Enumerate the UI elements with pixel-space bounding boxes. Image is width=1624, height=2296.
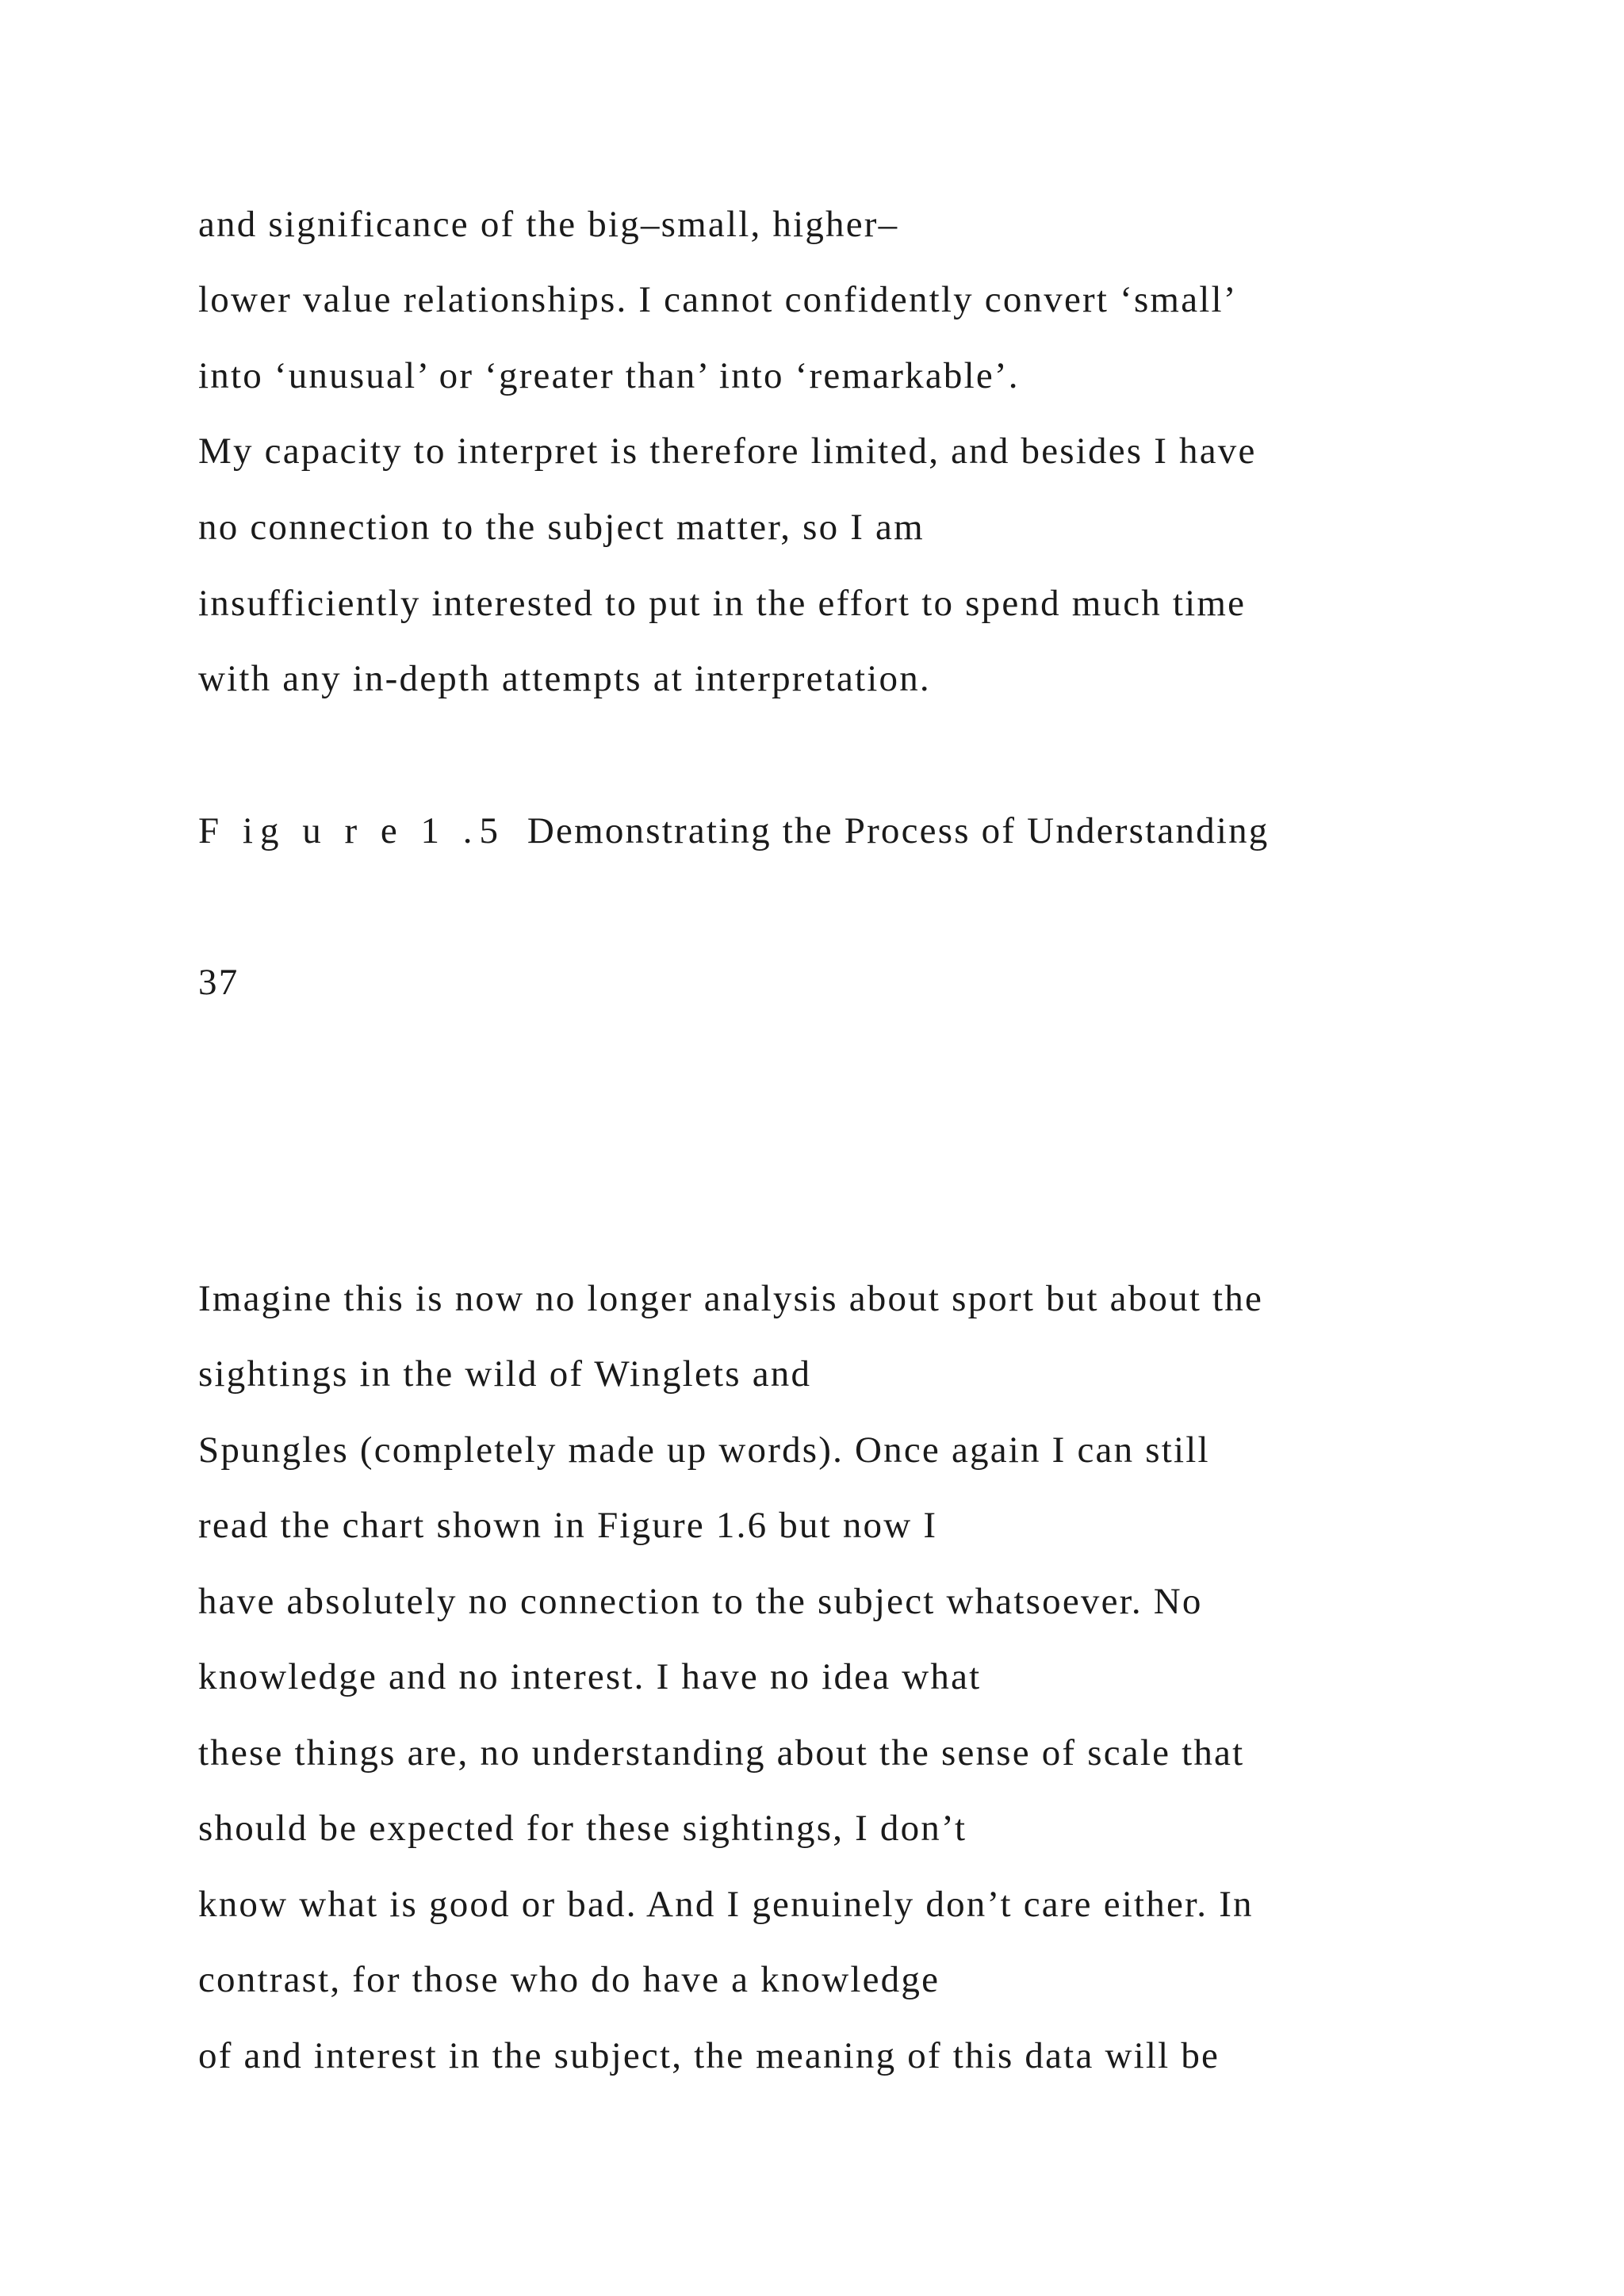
body-text-line: sightings in the wild of Winglets and: [198, 1353, 812, 1395]
body-text-line: knowledge and no interest. I have no idea what: [198, 1656, 982, 1697]
body-text-line: should be expected for these sightings, I don’t: [198, 1808, 967, 1849]
body-text-line: know what is good or bad. And I genuinely don’t care either. In: [198, 1884, 1254, 1925]
page-number: 37: [198, 962, 239, 1003]
body-text-line: read the chart shown in Figure 1.6 but now I: [198, 1505, 938, 1546]
figure-caption: [198, 809, 1270, 853]
body-text-line: have absolutely no connection to the subject whatsoever. No: [198, 1581, 1203, 1622]
body-text-line: lower value relationships. I cannot confidently convert ‘small’: [198, 279, 1238, 320]
body-text-line: with any in-depth attempts at interpretation.: [198, 658, 931, 699]
body-text-line: into ‘unusual’ or ‘greater than’ into ‘remarkable’.: [198, 355, 1020, 396]
body-text-line: contrast, for those who do have a knowledge: [198, 1959, 940, 2000]
body-text-line: and significance of the big–small, higher–: [198, 204, 899, 245]
body-text-line: no connection to the subject matter, so I am: [198, 507, 925, 548]
body-text-line: My capacity to interpret is therefore limited, and besides I have: [198, 430, 1257, 472]
body-text-line: of and interest in the subject, the meaning of this data will be: [198, 2035, 1220, 2076]
figure-label: F ig u r e 1 .5: [198, 810, 505, 851]
figure-title: Demonstrating the Process of Understanding: [527, 810, 1270, 851]
body-text-line: Imagine this is now no longer analysis about sport but about the: [198, 1278, 1264, 1319]
body-text-line: these things are, no understanding about the sense of scale that: [198, 1732, 1245, 1774]
body-text-line: Spungles (completely made up words). Once again I can still: [198, 1429, 1210, 1471]
body-text-line: insufficiently interested to put in the effort to spend much time: [198, 583, 1247, 624]
